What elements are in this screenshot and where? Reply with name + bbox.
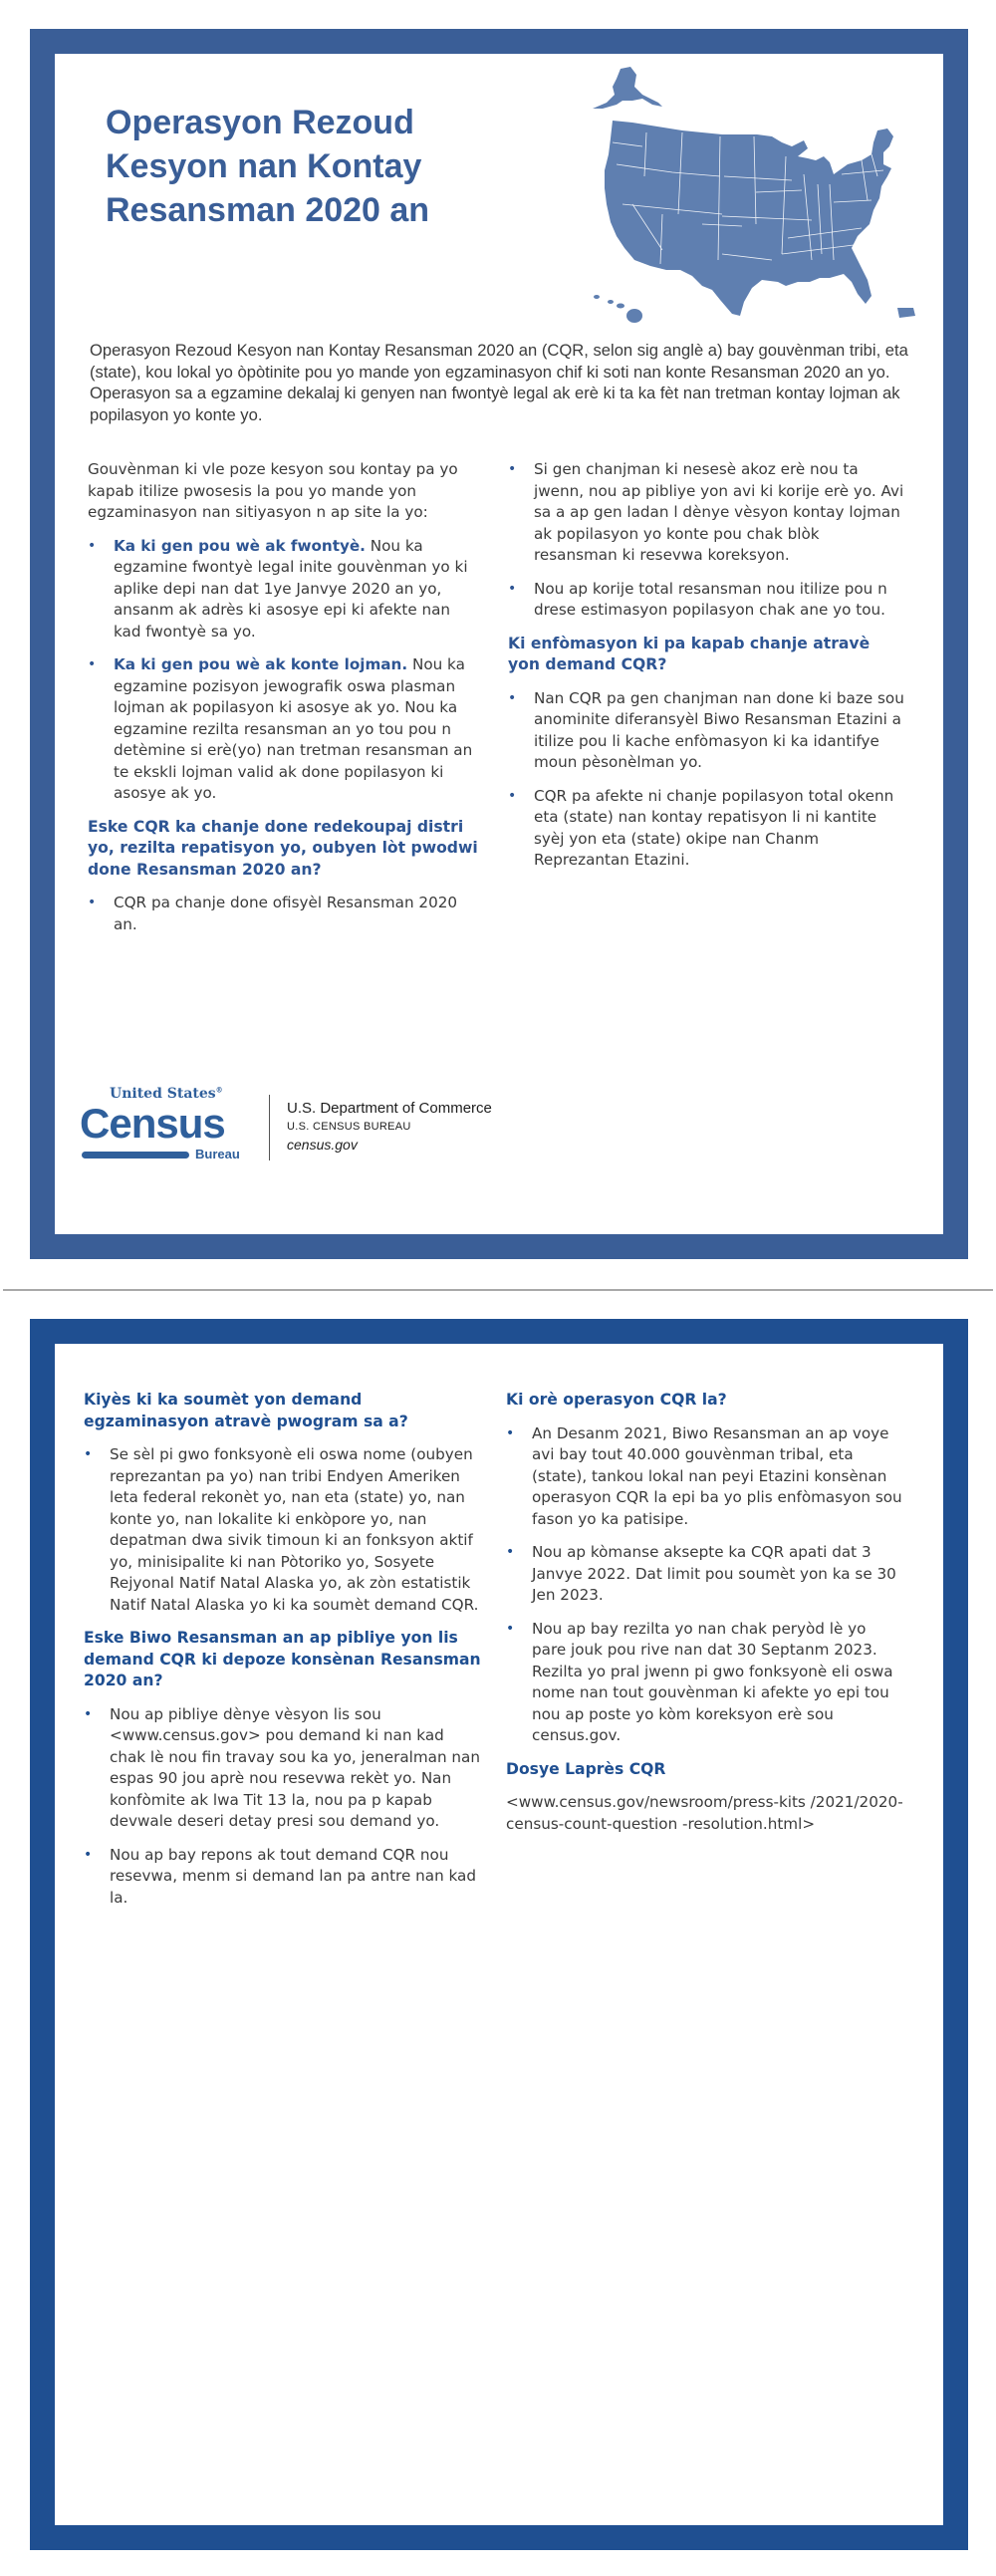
list-item: [88, 654, 481, 805]
title-line: Resansman 2020 an: [106, 191, 430, 229]
hawaii-island: [608, 300, 614, 304]
bullet-text: Nou ka egzamine fwontyè legal inite gouvènman yo ki aplike depi nan dat 1ye Janvye 2020 an yo, ansanm ak adrès ki asosye epi ki afekte nan kad fwontyè sa yo.: [114, 536, 468, 641]
hawaii-island: [594, 295, 600, 299]
bullet-lead: Ka ki gen pou wè ak konte lojman.: [114, 655, 408, 673]
list-item: [84, 1704, 482, 1833]
department-name: U.S. Department of Commerce: [287, 1100, 492, 1117]
bullet-text: Nou ap pibliye dènye vèsyon lis sou <www.census.gov> pou demand ki nan kad chak lè nou fin travay sou ka yo, jeneralman nan espas 90 jou aprè nou resevwa rekèt yo. Nan konfòmite ak lwa Tit 13 la, nou pa p kapab devwale deseri detay presi sou demand yo.: [110, 1704, 480, 1830]
list-item: [88, 893, 481, 935]
section-heading: Kiyès ki ka soumèt yon demand egzaminasyon atravè pwogram sa a?: [84, 1391, 408, 1430]
bullet-icon: •: [506, 1544, 515, 1560]
corrections-list: [508, 459, 906, 622]
bullet-text: Nou ap kòmanse aksepte ka CQR apati dat 3 Janvye 2022. Dat limit pou soumèt yon ka se 30 Jen 2023.: [532, 1543, 896, 1604]
list-item: [84, 1845, 482, 1910]
page-2-left-column: [84, 1390, 482, 1921]
bullet-icon: •: [508, 461, 517, 477]
list-item: [508, 688, 906, 774]
logo-census: Census: [80, 1100, 225, 1147]
bullet-lead: Ka ki gen pou wè ak fwontyè.: [114, 536, 366, 555]
section-heading: Dosye Laprès CQR: [506, 1759, 666, 1778]
registered-mark: ®: [215, 1085, 223, 1095]
list-item: [508, 786, 906, 872]
list-item: [508, 579, 906, 622]
hawaii-shape: [626, 309, 642, 323]
answer-list: [88, 893, 481, 935]
page-2-right-column: [506, 1390, 904, 1847]
bullet-icon: •: [88, 895, 97, 910]
publication-list: [84, 1704, 482, 1910]
bullet-icon: •: [508, 689, 517, 706]
title-line: Operasyon Rezoud: [106, 104, 414, 141]
contiguous-us-shape: [605, 121, 893, 316]
bullet-icon: •: [506, 1424, 515, 1441]
bullet-text: Nou ap bay rezilta yo nan chak peryòd lè yo pare jouk pou rive nan dat 30 Septanm 2023. Rezilta yo pral jwenn pi gwo fonksyonè eli oswa nome nan tout gouvènman ki afekte yo epi tou nou ap poste yo kòm koreksyon erè sou census.gov.: [532, 1619, 893, 1744]
logo-bureau: Bureau: [195, 1147, 240, 1161]
bullet-text: CQR pa afekte ni chanje popilasyon total okenn eta (state) nan kontay repatisyon li ni kantite syèj yon eta (state) okipe nan Chanm Reprezantan Etazini.: [534, 786, 894, 869]
list-item: [506, 1423, 904, 1531]
title-line: Kesyon nan Kontay: [106, 147, 422, 185]
page-1-content: [30, 29, 968, 1259]
bullet-icon: •: [506, 1620, 515, 1637]
puerto-rico-shape: [897, 308, 915, 318]
bullet-icon: •: [84, 1846, 93, 1863]
page-divider: [3, 1289, 993, 1291]
bullet-icon: •: [88, 656, 97, 672]
bullet-text: Nou ap korije total resansman nou itilize pou n drese estimasyon popilasyon chak ane yo tou.: [534, 579, 887, 619]
page-1-left-column: [88, 459, 481, 947]
bullet-text: CQR pa chanje done ofisyèl Resansman 2020 an.: [114, 894, 458, 933]
list-item: [508, 459, 906, 567]
us-states-map-icon: [573, 65, 916, 326]
logo-bar: [82, 1152, 189, 1159]
bullet-icon: •: [84, 1446, 93, 1462]
footer: [80, 1085, 677, 1174]
eligibility-list: [84, 1444, 482, 1616]
page-1-right-column: [508, 459, 906, 884]
bullet-icon: •: [508, 580, 517, 597]
page-2-content: [30, 1344, 968, 2525]
department-info: [287, 1099, 492, 1154]
bullet-icon: •: [84, 1705, 93, 1722]
section-heading: Ki orè operasyon CQR la?: [506, 1391, 727, 1409]
list-item: [506, 1619, 904, 1747]
schedule-list: [506, 1423, 904, 1747]
alaska-shape: [593, 67, 662, 109]
list-item: [506, 1542, 904, 1607]
lead-paragraph: Gouvènman ki vle poze kesyon sou kontay pa yo kapab itilize pwosesis la pou yo mande yon egzaminasyon nan sitiyasyon n ap site la yo:: [88, 460, 458, 521]
list-item: [84, 1444, 482, 1616]
hawaii-island: [617, 304, 624, 309]
section-heading: Eske Biwo Resansman an ap pibliye yon lis demand CQR ki depoze konsènan Resansman 2020 an?: [84, 1629, 481, 1689]
bullet-text: Nou ka egzamine pozisyon jewografik oswa plasman lojman ak popilasyon ki asosye ak yo. Nou ka egzamine rezilta resansman an yo tou pou n detèmine si erè(yo) nan tretman resansman an te ekskli lojman valid ak done popilasyon ki asosye ak yo.: [114, 655, 473, 802]
intro-paragraph: Operasyon Rezoud Kesyon nan Kontay Resansman 2020 an (CQR, selon sig anglè a) bay gouvènman tribi, eta (state), kou lokal yo òpòtinite pou yo mande yon egzaminasyon chif ki soti nan konte Resansman 2020 an yo. Operasyon sa a egzamine dekalaj ki genyen nan fwontyè legal ak erè ki ta ka fèt nan tretman kontay lojman ak popilasyon yo konte yo.: [90, 341, 908, 424]
bureau-name: U.S. CENSUS BUREAU: [287, 1121, 411, 1133]
answer-list: [508, 688, 906, 872]
bullet-text: An Desanm 2021, Biwo Resansman an ap voye avi bay tout 40.000 gouvènman tribal, eta (state), tankou lokal nan peyi Etazini konsènan operasyon CQR la epi ba yo plis enfòmasyon sou fason yo ka patisipe.: [532, 1423, 902, 1528]
bullet-text: Se sèl pi gwo fonksyonè eli oswa nome (oubyen reprezantan pa yo) nan tribi Endyen Ameriken leta federal rekonèt yo, nan eta (state) yo, nan konte yo, nan lokalite ki enkòpore yo, nan depatman dwa sivik timoun ki an fonksyon aktif yo, minisipalite ki nan Pòtoriko yo, Sosyete Rejyonal Natif Natal Alaska yo, ak zòn estatistik Natif Natal Alaska yo ki ka soumèt demand CQR.: [110, 1445, 479, 1614]
website-link[interactable]: census.gov: [287, 1137, 358, 1153]
list-item: [88, 536, 481, 644]
bullet-icon: •: [508, 787, 517, 804]
section-heading: Eske CQR ka chanje done redekoupaj distri yo, rezilta repatisyon yo, oubyen lòt pwodwi done Resansman 2020 an?: [88, 817, 478, 879]
logo-top-text: United States: [110, 1086, 216, 1102]
census-bureau-logo: [80, 1085, 259, 1170]
page-title: [106, 101, 574, 232]
bullet-text: Si gen chanjman ki nesesè akoz erè nou ta jwenn, nou ap pibliye yon avi ki korije erè yo. Avi sa a ap gen ladan l dènye vèsyon kontay lojman ak popilasyon yo konte pou chak blòk resansman ki resevwa koreksyon.: [534, 460, 904, 564]
footer-separator: [269, 1095, 270, 1160]
bullet-text: Nan CQR pa gen chanjman nan done ki baze sou anominite diferansyèl Biwo Resansman Etazini a itilize pou li kache enfòmasyon ki ka idantifye moun pèsonèlman yo.: [534, 688, 904, 771]
section-heading: Ki enfòmasyon ki pa kapab chanje atravè yon demand CQR?: [508, 634, 871, 673]
bullet-text: Nou ap bay repons ak tout demand CQR nou resevwa, menm si demand lan pa antre nan kad la.: [110, 1845, 476, 1907]
bullet-icon: •: [88, 537, 97, 554]
situations-list: [88, 536, 481, 805]
press-kit-link[interactable]: <www.census.gov/newsroom/press-kits /2021/2020-census-count-question -resolution.html>: [506, 1793, 903, 1833]
